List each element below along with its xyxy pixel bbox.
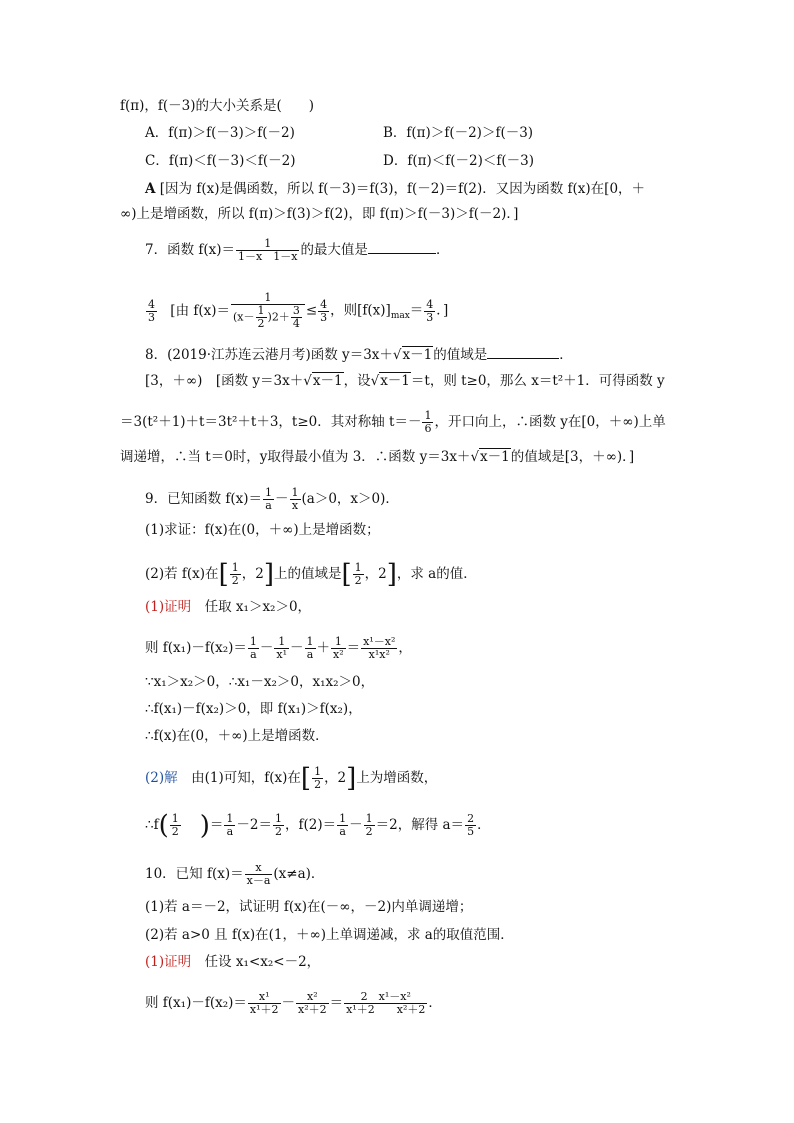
q9-solution-line: ∴f( $\frac{1}{2}$ )＝ $\frac{1}{a}$ －2＝ $\frac{1}{2}$ ，f(2)＝ $\frac{1}{a}$ － $\frac{1}{2}$ ＝2，解得 a＝ $\frac{2}{5}$ ．: [145, 810, 491, 841]
q7-num: 1: [264, 237, 272, 250]
q7-question: [145, 238, 449, 263]
q10-proof-start: (1)证明 任设 x₁<x₂<－2，: [145, 954, 321, 970]
q9-solution-label: (2)解: [145, 770, 178, 786]
q10-proof-line1: 则 f(x₁)－f(x₂)＝ $\frac{\text{x¹}}{\text{x¹＋2}}$ － $\frac{\text{x²}}{\text{x²＋2}}$ ＝ $\frac{\text{2 x¹－x²}}{\text{x¹＋2 x²＋2}}$ ．: [145, 990, 442, 1016]
q8-answer-line2: ＝3(t²＋1)＋t＝3t²＋t＋3，t≥0．其对称轴 t＝－ $\frac{1}{6}$ ，开口向上，∴函数 y在[0，＋∞)上单: [120, 409, 666, 435]
q7-fraction: [236, 238, 299, 263]
q7-ans-mid: ，则[f(x)]: [330, 302, 391, 319]
q6-answer-text1: [因为 f(x)是偶函数，所以 f(－3)＝f(3)，f(－2)＝f(2)．又因为函数 f(x)在[0，＋: [159, 181, 646, 197]
q10-question: 10．已知 f(x)＝ $\frac{x}{x-a}$ (x≠a)．: [145, 861, 325, 887]
q8-pre: 8．(2019·江苏连云港月考)函数 y＝3x＋: [145, 347, 393, 363]
q9-solution-start: (2)解 由(1)可知，f(x)在[ $\frac{1}{2}$ ，2]上为增函数，: [145, 763, 438, 794]
q9-question: 9．已知函数 f(x)＝ $\frac{1}{a}$ － $\frac{1}{x}$ (a＞0，x＞0)．: [145, 486, 399, 512]
q8-answer-line3: 调递增，∴当 t＝0时，y取得最小值为 3．∴函数 y＝3x＋√x－1的值域是[3，＋∞)．]: [120, 449, 635, 465]
q8-question: 8．(2019·江苏连云港月考)函数 y＝3x＋√x－1的值域是 ．: [145, 347, 573, 363]
q6-answer-letter: A: [145, 181, 156, 197]
q7-ans-den: 3: [148, 310, 155, 324]
q7-den: 1－x 1－x: [238, 250, 298, 263]
q7-answer-blank: [368, 253, 436, 254]
q7-ans-pre: [由 f(x)＝: [170, 302, 230, 319]
q8-answer-line1: [3，＋∞) [函数 y＝3x＋√x－1，设√x－1＝t，则 t≥0，那么 x＝t²＋1．可得函数 y: [145, 373, 665, 389]
q6-stem: f(π)，f(－3)的大小关系是( ): [120, 98, 315, 114]
q7-pre: 7．函数 f(x)＝: [145, 242, 236, 258]
q6-answer-line1: [145, 180, 645, 198]
q8-sqrt: x－1: [402, 347, 433, 363]
q7-ans-frac: [231, 292, 305, 330]
q7-answer-value: [146, 299, 157, 324]
q9-part2: (2)若 f(x)在[ $\frac{1}{2}$ ，2]上的值域是[ $\frac{1}{2}$ ，2]，求 a的值．: [145, 559, 477, 590]
q7-ans-max: max: [390, 311, 410, 322]
q9-proof-line2: ∵x₁＞x₂＞0，∴x₁－x₂＞0，x₁x₂＞0，: [145, 674, 375, 690]
q10-proof-label: (1)证明: [145, 954, 192, 970]
q7-ans-result: $\frac{4}{3}$: [426, 297, 434, 324]
q9-part1: (1)求证：f(x)在(0，＋∞)上是增函数；: [145, 522, 380, 538]
q9-proof-start: (1)证明 任取 x₁＞x₂＞0，: [145, 599, 312, 615]
q6-option-c: C．f(π)＜f(－3)＜f(－2): [145, 153, 296, 169]
q9-proof-line4: ∴f(x)在(0，＋∞)上是增函数．: [145, 728, 329, 744]
q7-ans-le: ≤: [305, 302, 318, 319]
q7-end: ．: [435, 242, 450, 258]
q9-proof-label: (1)证明: [145, 599, 192, 615]
q7-answer: $\frac{4}{3}$ [由 f(x)＝ 1 (x－ $\frac{1}{2}$ )2＋ $\frac{3}{4}$ ≤ $\frac{4}{3}$ ，则$[f(x)]_{max}=$ $\frac{4}{3}$ ．]: [148, 291, 449, 330]
q6-option-d: D．f(π)＜f(－2)＜f(－3): [383, 153, 534, 169]
q7-post: 的最大值是: [300, 242, 368, 258]
q7-ans-num: 4: [148, 297, 155, 311]
q8-post: 的值域是: [433, 347, 488, 363]
q9-proof-line1: 则 f(x₁)－f(x₂)＝ $\frac{1}{a}$ － $\frac{1}{\text{x¹}}$ － $\frac{1}{a}$ ＋ $\frac{1}{\text{x²}}$ ＝ $\frac{\text{x¹－x²}}{\text{x¹x²}}$ ，: [145, 635, 412, 661]
q7-ans-43: $\frac{4}{3}$: [320, 297, 328, 324]
q6-option-a: A．f(π)＞f(－3)＞f(－2): [145, 125, 295, 141]
q6-answer-line2: ∞)上是增函数，所以 f(π)＞f(3)＞f(2)，即 f(π)＞f(－3)＞f(－2)．]: [120, 206, 519, 222]
q10-part1: (1)若 a＝－2，试证明 f(x)在(－∞，－2)内单调递增；: [145, 899, 473, 915]
q7-ans-frac-num: 1: [264, 291, 272, 304]
q8-answer-blank: [487, 358, 559, 359]
q9-proof-line3: ∴f(x₁)－f(x₂)＞0，即 f(x₁)＞f(x₂)，: [145, 701, 362, 717]
q7-ans-frac-den: (x－ $\frac{1}{2}$ )2＋ $\frac{3}{4}$: [231, 304, 305, 330]
q6-option-b: B．f(π)＞f(－2)＞f(－3): [383, 125, 534, 141]
q10-part2: (2)若 a>0 且 f(x)在(1，＋∞)上单调递减，求 a的取值范围．: [145, 927, 514, 943]
